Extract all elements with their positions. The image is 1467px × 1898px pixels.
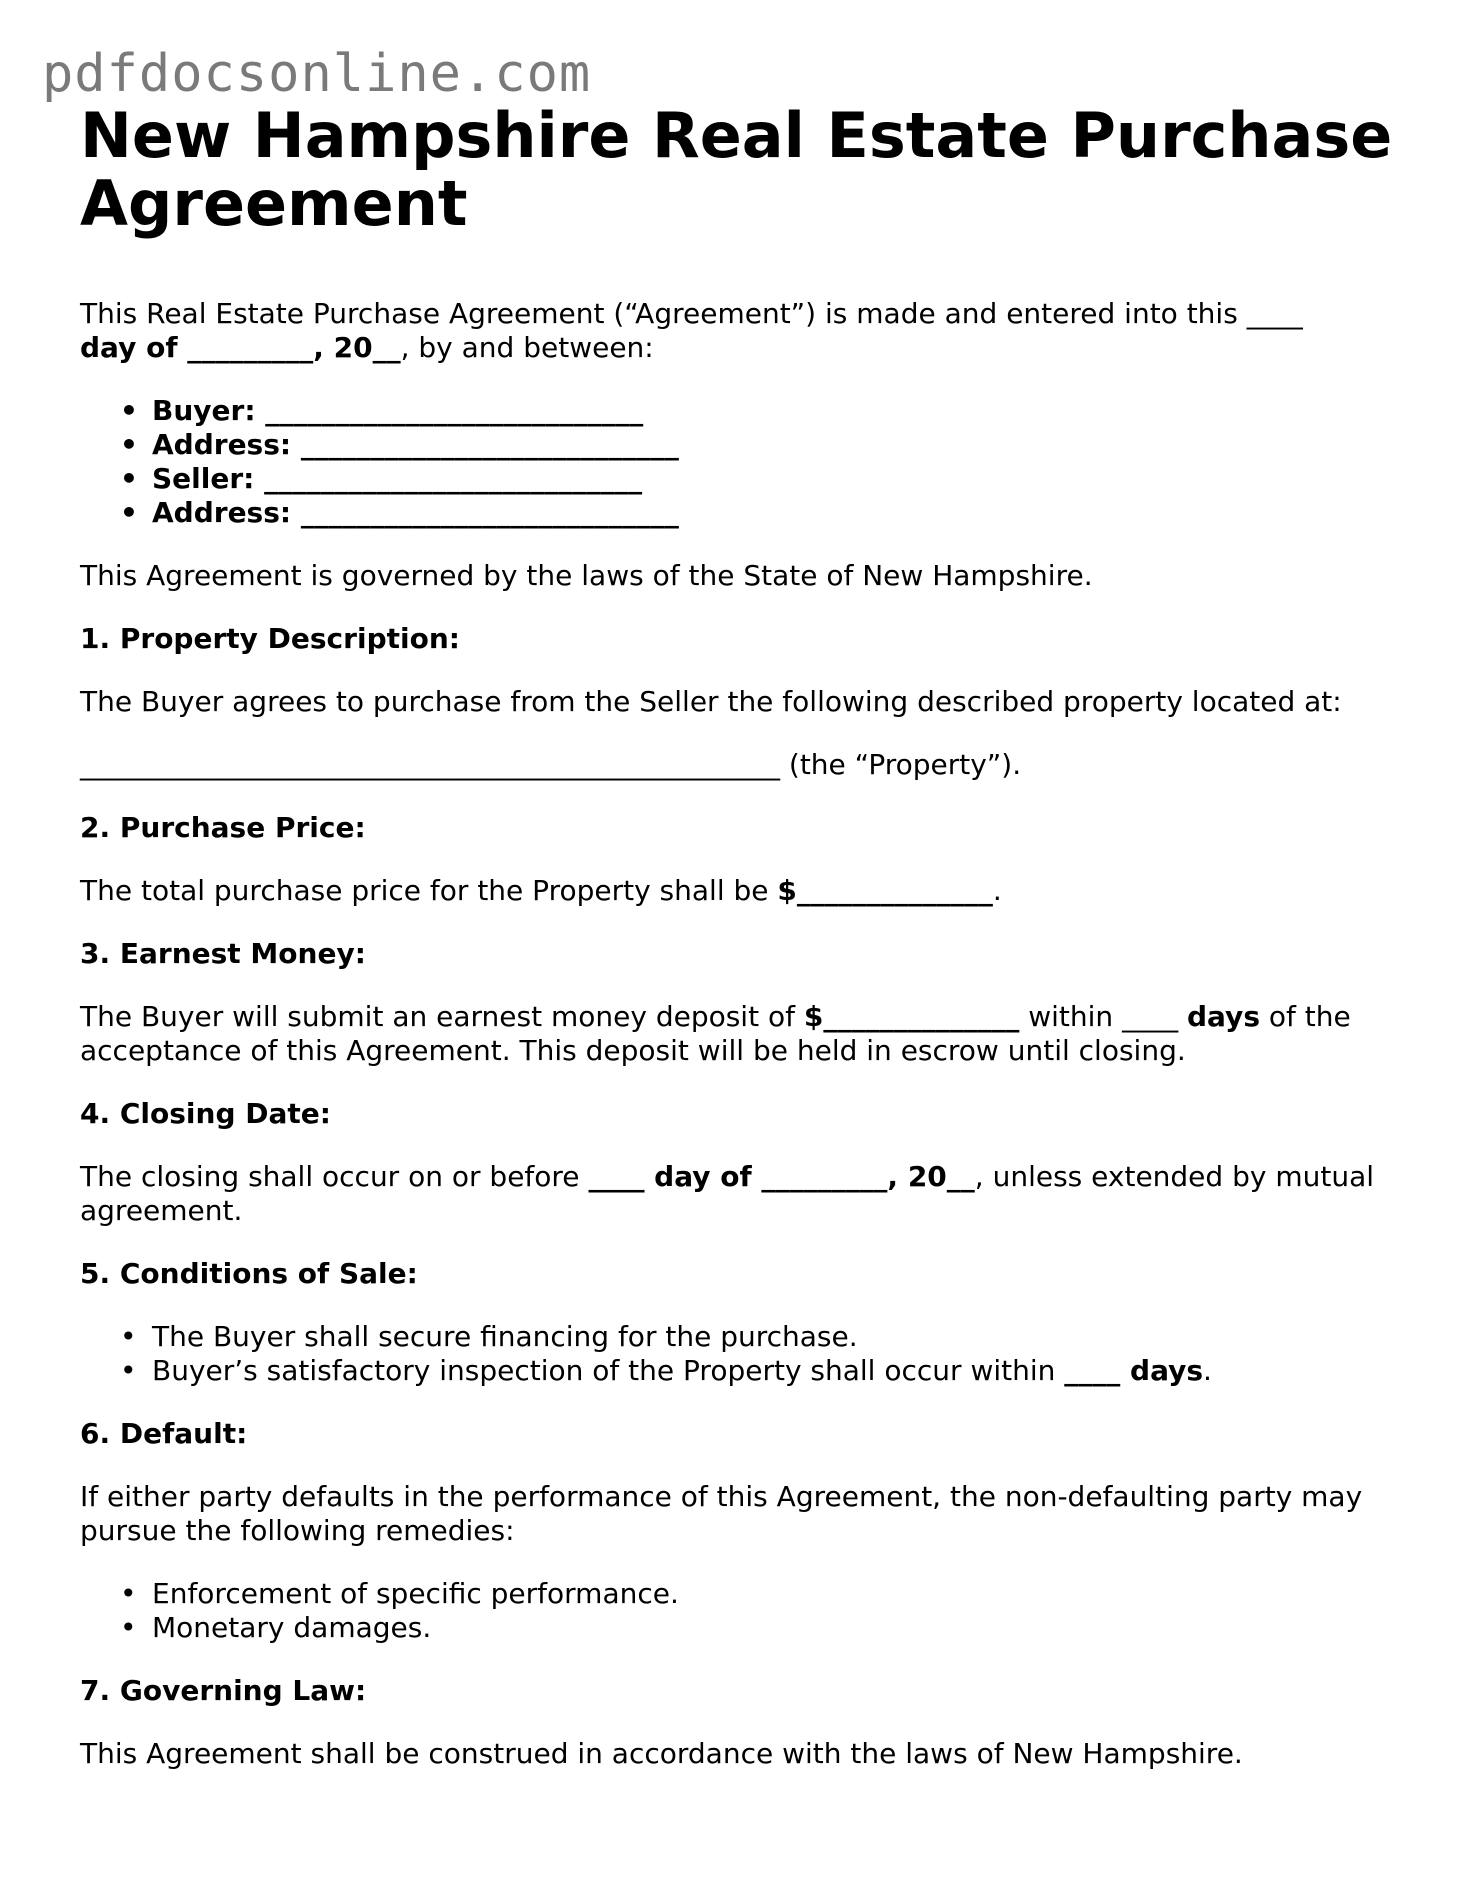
earnest-amount-blank: $______________: [803, 1000, 1020, 1033]
earnest-mid: within ____: [1019, 1000, 1187, 1033]
document-page: [80, 99, 1410, 1771]
section-7-text: This Agreement shall be construed in accordance with the laws of New Hampshire.: [80, 1737, 1243, 1770]
party-label: Buyer:: [152, 394, 256, 427]
price-blank: $______________: [777, 874, 993, 907]
section-3-heading: 3. Earnest Money:: [80, 937, 366, 970]
section-3-text: [80, 1000, 1410, 1068]
governed-statement: This Agreement is governed by the laws of the State of New Hampshire.: [80, 559, 1093, 592]
parties-list: [80, 394, 1410, 530]
section-1-heading: 1. Property Description:: [80, 622, 460, 655]
list-item: • Monetary damages.: [152, 1611, 1410, 1645]
remedies-list: [80, 1577, 1410, 1645]
party-label: Address:: [152, 496, 292, 529]
inspection-suffix: .: [1203, 1354, 1212, 1387]
list-item: [152, 1354, 1410, 1388]
intro-text: This Real Estate Purchase Agreement (“Agreement”) is made and entered into this: [80, 297, 1247, 330]
property-blank: __________________________________________________: [80, 748, 780, 781]
price-prefix: The total purchase price for the Property shall be: [80, 874, 778, 907]
party-blank: ___________________________: [265, 394, 644, 427]
inspection-prefix: Buyer’s satisfactory inspection of the Property shall occur within: [152, 1354, 1065, 1387]
inspection-days: ____ days: [1064, 1354, 1204, 1387]
earnest-prefix: The Buyer will submit an earnest money deposit of: [80, 1000, 804, 1033]
property-line: [80, 748, 1410, 782]
price-suffix: .: [992, 874, 1002, 907]
property-suffix: (the “Property”).: [780, 748, 1022, 781]
section-6-text: If either party defaults in the performance of this Agreement, the non-defaulting party may pursue the following remedies:: [80, 1480, 1363, 1547]
party-blank: ___________________________: [300, 496, 679, 529]
section-5-heading: 5. Conditions of Sale:: [80, 1257, 418, 1290]
document-title: New Hampshire Real Estate Purchase Agreement: [80, 99, 1393, 240]
section-2-text: [80, 874, 1410, 908]
party-label: Seller:: [152, 462, 255, 495]
intro-paragraph: [80, 297, 1410, 365]
earnest-days: days: [1186, 1000, 1260, 1033]
section-2-heading: 2. Purchase Price:: [80, 811, 366, 844]
section-1-text: The Buyer agrees to purchase from the Seller the following described property located at:: [80, 685, 1342, 718]
party-label: Address:: [152, 428, 292, 461]
list-item: • Enforcement of specific performance.: [152, 1577, 1410, 1611]
closing-suffix: , unless extended by mutual agreement.: [80, 1160, 1375, 1227]
closing-date-blank: ____ day of _________, 20__: [588, 1160, 975, 1193]
conditions-list: [80, 1320, 1410, 1388]
party-buyer: [152, 394, 1410, 428]
intro-date-blank: day of _________, 20__: [80, 331, 401, 364]
intro-text-end: , by and between:: [400, 331, 654, 364]
party-blank: ___________________________: [300, 428, 679, 461]
section-7-heading: 7. Governing Law:: [80, 1674, 367, 1707]
watermark-text: pdfdocsonline.com: [42, 44, 592, 104]
party-blank: ___________________________: [264, 462, 643, 495]
section-4-text: [80, 1160, 1410, 1228]
intro-day-blank: ____: [1246, 297, 1303, 330]
earnest-suffix: of the acceptance of this Agreement. This deposit will be held in escrow until closing.: [80, 1000, 1351, 1067]
section-6-heading: 6. Default:: [80, 1417, 248, 1450]
section-4-heading: 4. Closing Date:: [80, 1097, 331, 1130]
closing-prefix: The closing shall occur on or before: [80, 1160, 589, 1193]
list-item: • The Buyer shall secure financing for the purchase.: [152, 1320, 1410, 1354]
party-seller: [152, 462, 1410, 496]
party-seller-address: [152, 496, 1410, 530]
party-buyer-address: [152, 428, 1410, 462]
